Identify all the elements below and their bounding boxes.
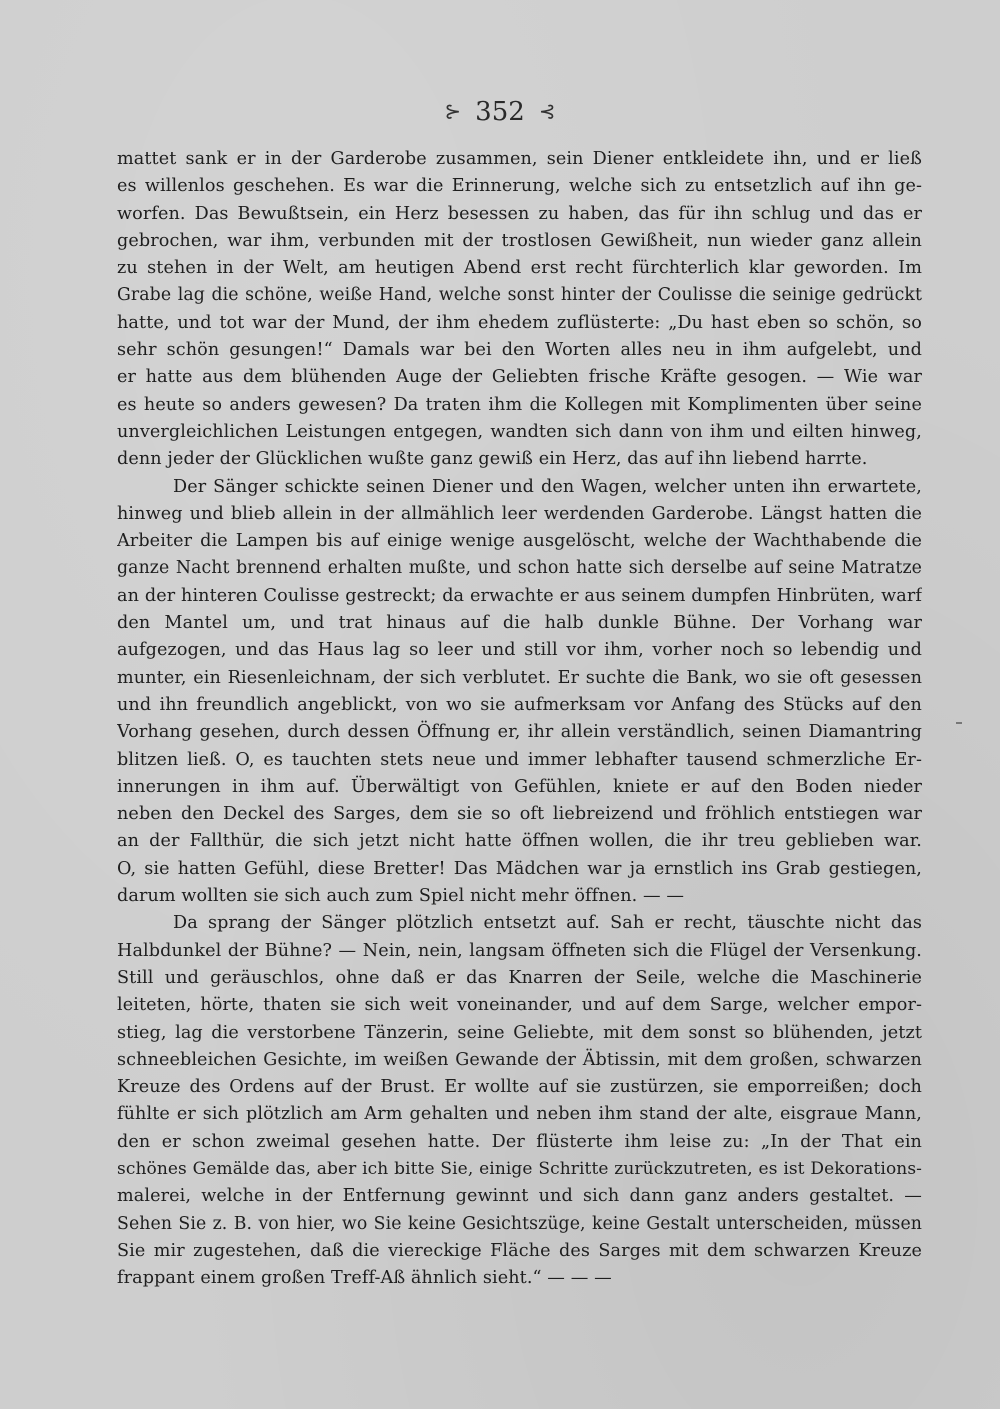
ornament-right-icon: ⊰	[538, 99, 556, 123]
text-line: worfen. Das Bewußtsein, ein Herz besessen zu haben, das für ihn schlug und das er	[117, 203, 922, 224]
text-line: Grabe lag die schöne, weiße Hand, welche sonst hinter der Coulisse die seinige gedrückt	[117, 285, 922, 306]
page-number: 352	[475, 97, 525, 127]
text-line: an der hinteren Coulisse gestreckt; da erwachte er aus seinem dumpfen Hinbrüten, warf	[117, 585, 922, 606]
text-line: fühlte er sich plötzlich am Arm gehalten und neben ihm stand der alte, eisgraue Mann,	[117, 1104, 922, 1125]
text-line: stieg, lag die verstorbene Tänzerin, seine Geliebte, mit dem sonst so blühenden, jetzt	[117, 1022, 922, 1043]
body-text	[117, 146, 922, 1292]
text-line: frappant einem großen Treff-Aß ähnlich sieht.“ — — —	[117, 1268, 612, 1289]
text-line: denn jeder der Glücklichen wußte ganz gewiß ein Herz, das auf ihn liebend harrte.	[117, 449, 868, 470]
text-line: O, sie hatten Gefühl, diese Bretter! Das Mädchen war ja ernstlich ins Grab gestiegen,	[117, 858, 922, 879]
text-line: innerungen in ihm auf. Überwältigt von Gefühlen, kniete er auf den Boden nieder	[117, 776, 922, 797]
text-line: den Mantel um, und trat hinaus auf die halb dunkle Bühne. Der Vorhang war	[117, 613, 922, 634]
text-line: Arbeiter die Lampen bis auf einige wenige ausgelöscht, welche der Wachthabende die	[117, 531, 922, 552]
paragraph-start-line: Der Sänger schickte seinen Diener und den Wagen, welcher unten ihn erwartete,	[173, 476, 922, 497]
text-line: ganze Nacht brennend erhalten mußte, und schon hatte sich derselbe auf seine Matratze	[117, 558, 922, 579]
text-line: Halbdunkel der Bühne? — Nein, nein, langsam öffneten sich die Flügel der Versenkung.	[117, 940, 922, 961]
text-line: Sehen Sie z. B. von hier, wo Sie keine Gesichtszüge, keine Gestalt unterscheiden, müssen	[117, 1213, 922, 1234]
text-line: zu stehen in der Welt, am heutigen Abend erst recht fürchterlich klar geworden. Im	[117, 258, 922, 279]
text-line: und ihn freundlich angeblickt, von wo sie aufmerksam vor Anfang des Stücks auf den	[117, 694, 922, 715]
text-line: schönes Gemälde das, aber ich bitte Sie, einige Schritte zurückzutreten, es ist Dekorations-	[117, 1158, 922, 1179]
margin-dash-mark	[956, 722, 962, 724]
text-line: leiteten, hörte, thaten sie sich weit voneinander, und auf dem Sarge, welcher empor-	[117, 995, 922, 1016]
text-line: malerei, welche in der Entfernung gewinnt und sich dann ganz anders gestaltet. —	[117, 1186, 922, 1207]
text-line: unvergleichlichen Leistungen entgegen, wandten sich dann von ihm und eilten hinweg,	[117, 421, 922, 442]
text-line: es heute so anders gewesen? Da traten ihm die Kollegen mit Komplimenten über seine	[117, 394, 922, 415]
text-line: schneebleichen Gesichte, im weißen Gewande der Äbtissin, mit dem großen, schwarzen	[117, 1049, 922, 1070]
text-line: gebrochen, war ihm, verbunden mit der trostlosen Gewißheit, nun wieder ganz allein	[117, 230, 922, 251]
text-line: aufgezogen, und das Haus lag so leer und still vor ihm, vorher noch so lebendig und	[117, 640, 922, 661]
text-line: es willenlos geschehen. Es war die Erinnerung, welche sich zu entsetzlich auf ihn ge-	[117, 176, 922, 197]
page-header	[0, 94, 1000, 129]
text-line: blitzen ließ. O, es tauchten stets neue und immer lebhafter tausend schmerzliche Er-	[117, 749, 922, 770]
text-line: Still und geräuschlos, ohne daß er das Knarren der Seile, welche die Maschinerie	[117, 967, 922, 988]
text-line: den er schon zweimal gesehen hatte. Der flüsterte ihm leise zu: „In der That ein	[117, 1131, 922, 1152]
text-line: munter, ein Riesenleichnam, der sich verblutet. Er suchte die Bank, wo sie oft gesessen	[117, 667, 922, 688]
paragraph-start-line: Da sprang der Sänger plötzlich entsetzt auf. Sah er recht, täuschte nicht das	[173, 913, 922, 934]
text-line: er hatte aus dem blühenden Auge der Geliebten frische Kräfte gesogen. — Wie war	[117, 367, 922, 388]
text-line: Vorhang gesehen, durch dessen Öffnung er, ihr allein verständlich, seinen Diamantring	[117, 722, 922, 743]
text-line: darum wollten sie sich auch zum Spiel nicht mehr öffnen. — —	[117, 886, 685, 907]
text-line: neben den Deckel des Sarges, dem sie so oft liebreizend und fröhlich entstiegen war	[117, 804, 922, 825]
text-line: Sie mir zugestehen, daß die viereckige Fläche des Sarges mit dem schwarzen Kreuze	[117, 1240, 922, 1261]
text-line: hatte, und tot war der Mund, der ihm ehedem zuflüsterte: „Du hast eben so schön, so	[117, 312, 922, 333]
text-line: sehr schön gesungen!“ Damals war bei den Worten alles neu in ihm aufgelebt, und	[117, 340, 922, 361]
text-line: hinweg und blieb allein in der allmählich leer werdenden Garderobe. Längst hatten die	[117, 503, 922, 524]
text-line: mattet sank er in der Garderobe zusammen, sein Diener entkleidete ihn, und er ließ	[117, 149, 922, 169]
text-line: an der Fallthür, die sich jetzt nicht hatte öffnen wollen, die ihr treu geblieben war.	[117, 831, 922, 852]
text-line: Kreuze des Ordens auf der Brust. Er wollte auf sie zustürzen, sie emporreißen; doch	[117, 1077, 922, 1098]
ornament-left-icon: ⊱	[444, 99, 462, 123]
